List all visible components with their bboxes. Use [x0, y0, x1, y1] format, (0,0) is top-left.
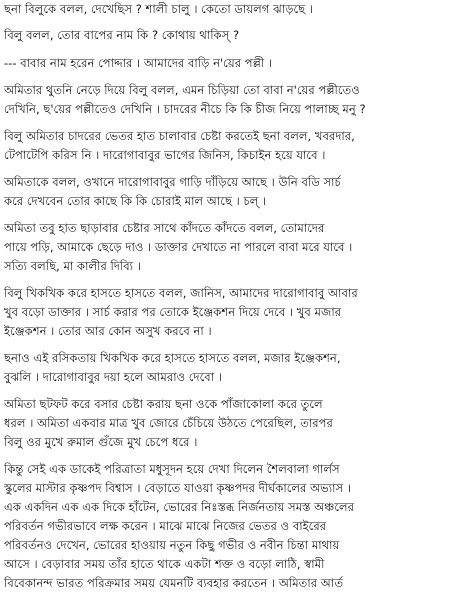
- text-line: কিন্তু সেই এক ডাকেই পরিত্রাতা মধুসূদন হয়ে দেখা দিলেন শৈলবালা গার্লস: [4, 462, 340, 476]
- text-line: পরিবর্তনও দেখেন, ভোরের হাওয়ায় নতুন কিছু গভীর ও নবীন চিন্তা মাথায়: [4, 538, 340, 552]
- paragraph: [4, 0, 454, 19]
- paragraph: [4, 81, 454, 119]
- text-line: খুব বড়ো ডাক্তার । সার্চ করার পর তোকে ইঞ্জেকশন দিয়ে দেবে । খুব মজার: [4, 305, 342, 319]
- text-line: করে দেখবেন তোর কাছে কি কি চোরাই মাল আছে । চল্ ।: [4, 194, 267, 208]
- text-line: টেপাটেপি করিস নি । দারোগাবাবুর ভাগের জিনিস, কিচাইন হয়ে যাবে ।: [4, 148, 326, 162]
- paragraph: [4, 284, 454, 341]
- text-line: এক একদিন এক এক দিকে হাঁটেন, ভোরের নিঃস্তব্ধ নির্জনতায় সমস্ত অঞ্চলের: [4, 500, 355, 514]
- text-line: দেখিনি, ছ'য়ের পল্লীতেও দেখিনি । চাদরের নীচে কি কি চীজ নিয়ে পালাচ্ছ মনু ?: [4, 102, 366, 116]
- paragraph: [4, 349, 454, 387]
- text-line: অমিতা তবু হাত ছাড়াবার চেষ্টার সাথে কাঁদতে কাঁদতে বলল, তোমাদের: [4, 221, 325, 235]
- paragraph: [4, 460, 454, 593]
- text-line: অমিতা ছটফট করে বসার চেষ্টা করায় ছনা ওকে পাঁজাকোলা করে তুলে: [4, 397, 323, 411]
- text-line: সত্যি বলছি, মা কালীর দিব্যি ।: [4, 259, 141, 273]
- text-line: বিলু বলল, তোর বাপের নাম কি ? কোথায় থাকিস্ ?: [4, 28, 240, 42]
- text-line: স্কুলের মাস্টার কৃষ্ণপদ বিশ্বাস । বেড়াতে যাওয়া কৃষ্ণপদর দীর্ঘকালের অভ্যাস ।: [4, 481, 352, 495]
- text-line: বিবেকানন্দ ভারত পরিক্রমার সময় যেমনটি ব্যবহার করতেন । অমিতার আর্ত: [4, 576, 344, 590]
- text-line: আসে । বেড়াবার সময় তাঁর হাতে থাকে একটা শক্ত ও বড়ো লাঠি, স্বামী: [4, 557, 325, 571]
- text-line: বিলু অমিতার চাদরের ভেতর হাত চালাবার চেষ্টা করতেই ছনা বলল, খবরদার,: [4, 129, 355, 143]
- text-line: বিলু খিকখিক করে হাসতে হাসতে বলল, জানিস, আমাদের দারোগাবাবু আবার: [4, 286, 358, 300]
- paragraph: [4, 395, 454, 452]
- paragraph: [4, 219, 454, 276]
- paragraph: [4, 173, 454, 211]
- text-line: বিলু ওর মুখে রুমাল গুঁজে মুখ চেপে ধরে ।: [4, 435, 198, 449]
- text-line: অমিতাকে বলল, ওখানে দারোগাবাবুর গাড়ি দাঁড়িয়ে আছে । উনি বডি সার্চ: [4, 175, 341, 189]
- text-line: ধরল । অমিতা একবার মাত্র খুব জোরে চেঁচিয়ে উঠতে পেরেছিল, তারপর: [4, 416, 333, 430]
- text-line: বুঝলি । দারোগাবাবুর দয়া হলে আমরাও দেবো ।: [4, 370, 222, 384]
- text-line: অমিতার থুতনি নেড়ে দিয়ে বিলু বলল, এমন চিড়িয়া তো বাবা ন'য়ের পল্লীতেও: [4, 83, 360, 97]
- text-line: ছনা বিলুকে বলল, দেখেছিস ? শালী চালু । কেতো ডায়লগ ঝাড়ছে ।: [4, 2, 313, 16]
- text-line: ছনাও এই রসিকতায় খিকখিক করে হাসতে হাসতে বলল, মজার ইঞ্জেকশন,: [4, 351, 341, 365]
- text-line: পরিবর্তন গভীরভাবে লক্ষ করেন । মাঝে মাঝে নিজের ভেতর ও বাইরের: [4, 519, 327, 533]
- paragraph: [4, 127, 454, 165]
- text-line: পায়ে পড়ি, আমাকে ছেড়ে দাও । ডাক্তার দেখাতে না পারলে বাবা মরে যাবে ।: [4, 240, 353, 254]
- paragraph: [4, 54, 454, 73]
- text-line: --- বাবার নাম হরেন পোদ্দার । আমাদের বাড়ি ন'য়ের পল্লী ।: [4, 56, 273, 70]
- text-line: ইঞ্জেকশন । তোর আর কোন অসুখ করবে না ।: [4, 324, 212, 338]
- paragraph: [4, 26, 454, 45]
